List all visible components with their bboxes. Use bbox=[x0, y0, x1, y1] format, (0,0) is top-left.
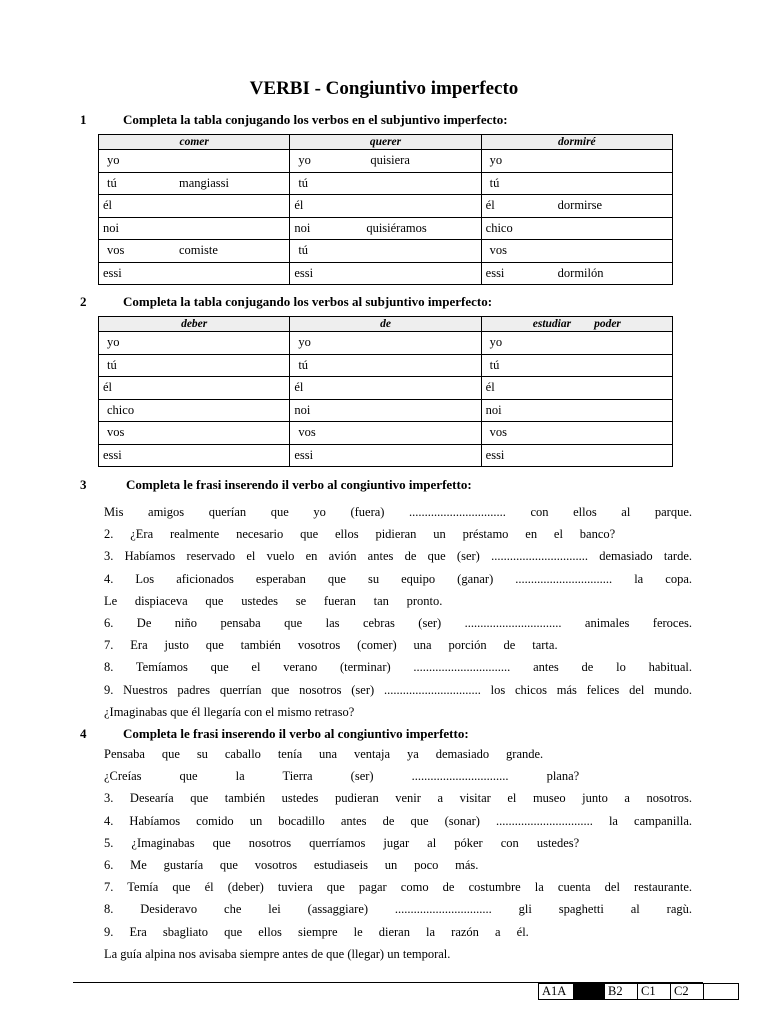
pronoun: yo bbox=[489, 153, 503, 168]
section-3-heading: Completa le frasi inserendo il verbo al congiuntivo imperfetto: bbox=[126, 477, 472, 492]
table-cell bbox=[290, 422, 481, 445]
pronoun: yo bbox=[107, 335, 120, 350]
pronoun: tú bbox=[107, 357, 117, 372]
pronoun: yo bbox=[298, 335, 311, 350]
table-cell bbox=[99, 422, 290, 445]
pronoun: yo bbox=[298, 153, 311, 168]
table-cell bbox=[481, 422, 672, 445]
verb-form: dormirse bbox=[557, 198, 603, 213]
exercise-sentence: 8. Desideravo che lei (assaggiare) ............................... gli spaghetti al ragù. bbox=[104, 902, 692, 917]
pronoun: essi bbox=[294, 265, 314, 280]
pronoun: essi bbox=[485, 265, 505, 280]
table-header-cell: comer bbox=[99, 135, 290, 150]
pronoun: noi bbox=[103, 220, 119, 235]
table-cell bbox=[290, 262, 481, 285]
pronoun: él bbox=[485, 380, 495, 395]
table-cell bbox=[290, 444, 481, 467]
page-title: VERBI - Congiuntivo imperfecto bbox=[249, 78, 519, 99]
level-box-a1a: A1A bbox=[539, 984, 574, 1000]
table-cell bbox=[481, 444, 672, 467]
table-cell bbox=[481, 195, 672, 218]
exercise-sentence: 6. Me gustaría que vosotros estudiaseis un poco más. bbox=[104, 858, 479, 872]
pronoun: noi bbox=[294, 220, 311, 235]
pronoun: tú bbox=[107, 175, 117, 190]
section-4-number: 4 bbox=[80, 726, 87, 741]
section-1-heading: Completa la tabla conjugando los verbos en el subjuntivo imperfecto: bbox=[123, 112, 508, 127]
table-cell bbox=[99, 150, 290, 173]
level-box-c2: C2 bbox=[671, 984, 704, 1000]
table-cell bbox=[99, 332, 290, 355]
exercise-sentence: ¿Imaginabas que él llegaría con el mismo retraso? bbox=[104, 704, 355, 719]
pronoun: essi bbox=[485, 447, 505, 462]
pronoun: él bbox=[294, 198, 304, 213]
section-4-heading: Completa le frasi inserendo il verbo al congiuntivo imperfetto: bbox=[123, 726, 469, 741]
exercise-sentence: 2. ¿Era realmente necesario que ellos pidieran un préstamo en el banco? bbox=[104, 527, 616, 542]
table-header-cell: de bbox=[290, 317, 481, 332]
table-row bbox=[99, 150, 673, 173]
table-cell bbox=[99, 444, 290, 467]
pronoun: vos bbox=[107, 425, 125, 440]
exercise-sentence: Mis amigos querían que yo (fuera) ............................... con ellos al parque. bbox=[104, 505, 692, 519]
pronoun: yo bbox=[107, 153, 120, 168]
exercise-sentence: Pensaba que su caballo tenía una ventaja ya demasiado grande. bbox=[104, 747, 544, 761]
pronoun: essi bbox=[103, 265, 122, 280]
pronoun: tú bbox=[298, 243, 309, 258]
section-2-heading: Completa la tabla conjugando los verbos al subjuntivo imperfecto: bbox=[123, 294, 493, 309]
table-cell bbox=[481, 377, 672, 400]
verb-form: dormilón bbox=[557, 265, 604, 280]
exercise-sentence: 5. ¿Imaginabas que nosotros querríamos jugar al póker con ustedes? bbox=[104, 835, 580, 850]
table-row bbox=[99, 422, 673, 445]
table-cell bbox=[99, 195, 290, 218]
pronoun: él bbox=[103, 198, 113, 213]
table-header-cell: estudiar poder bbox=[481, 317, 672, 332]
table-cell bbox=[99, 354, 290, 377]
verb-form: comiste bbox=[179, 243, 218, 258]
table-header-cell: deber bbox=[99, 317, 290, 332]
table-cell bbox=[290, 150, 481, 173]
table-cell bbox=[290, 240, 481, 263]
pronoun: essi bbox=[103, 447, 122, 462]
section-3-number: 3 bbox=[80, 477, 87, 492]
table-cell bbox=[290, 354, 481, 377]
table-header-cell: querer bbox=[290, 135, 481, 150]
table-row bbox=[99, 399, 673, 422]
table-row bbox=[99, 377, 673, 400]
pronoun: él bbox=[103, 380, 113, 395]
section-1-number: 1 bbox=[80, 112, 87, 127]
table-cell bbox=[481, 240, 672, 263]
exercise-sentence: 4. Los aficionados esperaban que su equipo (ganar) ............................... la copa. bbox=[104, 571, 692, 586]
table-cell bbox=[481, 332, 672, 355]
table-row bbox=[99, 240, 673, 263]
verb-form: quisiéramos bbox=[366, 220, 427, 235]
table-cell bbox=[99, 172, 290, 195]
table-header-cell: dormiré bbox=[481, 135, 672, 150]
table-row bbox=[99, 195, 673, 218]
pronoun: tú bbox=[489, 175, 500, 190]
pronoun: noi bbox=[485, 402, 502, 417]
pronoun: noi bbox=[294, 402, 311, 417]
exercise-sentence: 3. Habíamos reservado el vuelo en avión antes de que (ser) ............................... demasiado tarde. bbox=[104, 549, 692, 564]
exercise-sentence: 6. De niño pensaba que las cebras (ser) ............................... animales feroces. bbox=[104, 616, 692, 630]
pronoun: yo bbox=[489, 335, 503, 350]
table-row bbox=[99, 262, 673, 285]
pronoun: chico bbox=[485, 220, 513, 235]
exercise-sentence: La guía alpina nos avisaba siempre antes de que (llegar) un temporal. bbox=[104, 946, 451, 961]
table-cell bbox=[481, 262, 672, 285]
exercise-sentence: 7. Temía que él (deber) tuviera que pagar como de costumbre la cuenta del restaurante. bbox=[104, 880, 692, 895]
table-cell bbox=[99, 377, 290, 400]
pronoun: tú bbox=[298, 175, 309, 190]
exercise-sentence: 4. Habíamos comido un bocadillo antes de que (sonar) ............................... la campanilla. bbox=[104, 813, 692, 828]
pronoun: vos bbox=[298, 425, 316, 440]
exercise-sentence: 9. Era sbagliato que ellos siempre le dieran la razón a él. bbox=[104, 924, 529, 939]
exercise-sentence: ¿Creías que la Tierra (ser) ............................... plana? bbox=[104, 769, 580, 784]
verb-form: quisiera bbox=[370, 153, 410, 168]
exercise-sentence: Le dispiaceva que ustedes se fueran tan pronto. bbox=[104, 593, 443, 608]
table-cell bbox=[99, 399, 290, 422]
pronoun: tú bbox=[298, 357, 309, 372]
table-cell bbox=[99, 240, 290, 263]
table-row bbox=[99, 217, 673, 240]
pronoun: chico bbox=[107, 402, 135, 417]
table-cell bbox=[481, 172, 672, 195]
conjugation-table-2 bbox=[98, 316, 673, 467]
pronoun: vos bbox=[107, 243, 125, 258]
table-row bbox=[99, 444, 673, 467]
verb-form: mangiassi bbox=[179, 175, 229, 190]
pronoun: vos bbox=[489, 243, 508, 258]
table-cell bbox=[290, 217, 481, 240]
table-cell bbox=[290, 172, 481, 195]
table-cell bbox=[481, 150, 672, 173]
exercise-sentence: 3. Desearía que también ustedes pudieran venir a visitar el museo junto a nosotros. bbox=[104, 791, 692, 806]
level-box-empty bbox=[574, 984, 605, 1000]
table-cell bbox=[290, 195, 481, 218]
level-box-c1: C1 bbox=[638, 984, 671, 1000]
table-cell bbox=[99, 217, 290, 240]
exercise-sentence: 8. Temíamos que el verano (terminar) ............................... antes de lo habitual. bbox=[104, 660, 692, 675]
pronoun: él bbox=[485, 198, 495, 213]
table-cell bbox=[99, 262, 290, 285]
table-cell bbox=[290, 332, 481, 355]
table-cell bbox=[290, 399, 481, 422]
pronoun: tú bbox=[489, 357, 500, 372]
pronoun: vos bbox=[489, 425, 508, 440]
table-row bbox=[99, 332, 673, 355]
table-cell bbox=[481, 354, 672, 377]
level-box-b2: B2 bbox=[605, 984, 638, 1000]
table-cell bbox=[481, 217, 672, 240]
exercise-sentence: 7. Era justo que también vosotros (comer) una porción de tarta. bbox=[104, 638, 558, 653]
table-row bbox=[99, 172, 673, 195]
table-cell bbox=[290, 377, 481, 400]
pronoun: essi bbox=[294, 447, 314, 462]
exercise-sentence: 9. Nuestros padres querrían que nosotros (ser) ............................... los chicos más felices del mundo. bbox=[104, 682, 692, 697]
conjugation-table-1 bbox=[98, 134, 673, 285]
section-2-number: 2 bbox=[80, 294, 87, 309]
table-row bbox=[99, 354, 673, 377]
table-cell bbox=[481, 399, 672, 422]
level-box-empty bbox=[704, 984, 739, 1000]
level-boxes bbox=[538, 983, 739, 1000]
pronoun: él bbox=[294, 380, 304, 395]
